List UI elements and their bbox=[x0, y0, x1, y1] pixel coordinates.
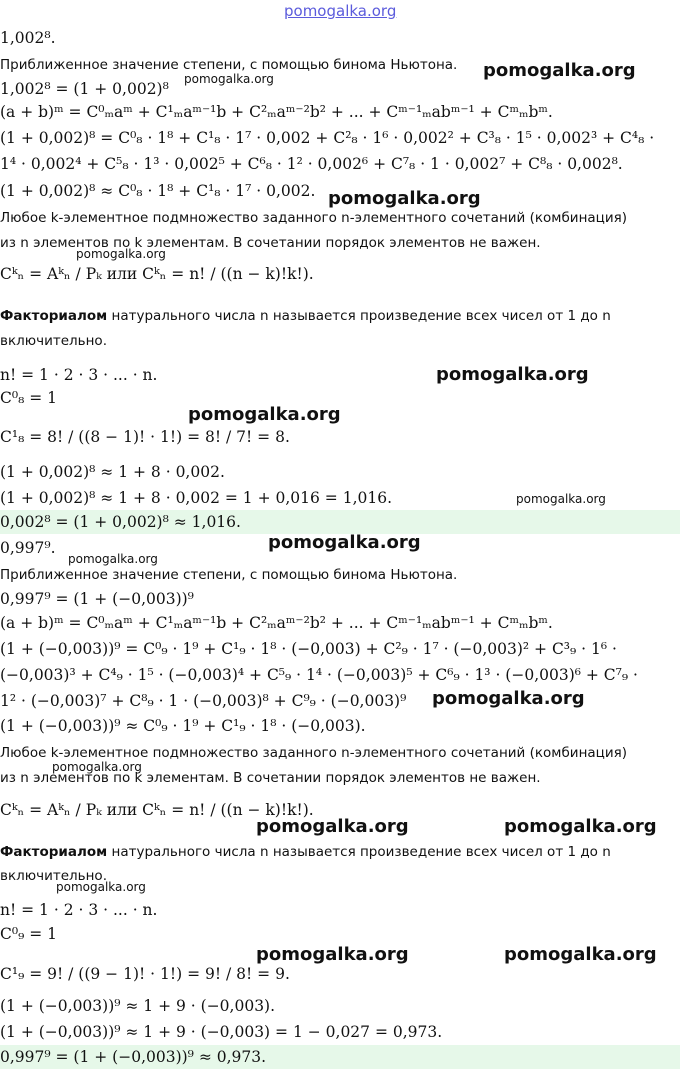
watermark: pomogalka.org bbox=[256, 816, 409, 837]
expansion2-line-3: 1² · (−0,003)⁷ + C⁸₉ · 1 · (−0,003)⁸ + C⁹₉ · (−0,003)⁹ bbox=[0, 692, 407, 710]
combination-formula: Cᵏₙ = Aᵏₙ / Pₖ или Cᵏₙ = n! / ((n − k)!k!). bbox=[0, 265, 314, 283]
watermark: pomogalka.org bbox=[504, 816, 657, 837]
binomial-formula-2: (a + b)ᵐ = C⁰ₘaᵐ + C¹ₘaᵐ⁻¹b + C²ₘaᵐ⁻²b² + ... + Cᵐ⁻¹ₘabᵐ⁻¹ + Cᵐₘbᵐ. bbox=[0, 614, 553, 632]
problem-1-line: 1,002⁸ = (1 + 0,002)⁸ bbox=[0, 80, 169, 98]
binomial-formula: (a + b)ᵐ = C⁰ₘaᵐ + C¹ₘaᵐ⁻¹b + C²ₘaᵐ⁻²b² + ... + Cᵐ⁻¹ₘabᵐ⁻¹ + Cᵐₘbᵐ. bbox=[0, 103, 553, 121]
expansion2-line-2: (−0,003)³ + C⁴₉ · 1⁵ · (−0,003)⁴ + C⁵₉ · 1⁴ · (−0,003)⁵ + C⁶₉ · 1³ · (−0,003)⁶ + C⁷₉ · bbox=[0, 666, 638, 684]
combination2-text-2: из n элементов по k элементам. В сочетании порядок элементов не важен. bbox=[0, 770, 541, 786]
problem-1-title: 1,002⁸. bbox=[0, 29, 56, 47]
combination2-text-1: Любое k-элементное подмножество заданного n-элементного сочетаний (комбинация) bbox=[0, 745, 628, 761]
approximation: (1 + 0,002)⁸ ≈ C⁰₈ · 1⁸ + C¹₈ · 1⁷ · 0,002. bbox=[0, 182, 316, 200]
approximation-2: (1 + (−0,003))⁹ ≈ C⁰₉ · 1⁹ + C¹₉ · 1⁸ · (−0,003). bbox=[0, 717, 366, 735]
factorial-text: натурального числа n называется произведение всех чисел от 1 до n bbox=[107, 308, 611, 324]
step-1: (1 + 0,002)⁸ ≈ 1 + 8 · 0,002. bbox=[0, 463, 225, 481]
factorial-formula: n! = 1 · 2 · 3 · ... · n. bbox=[0, 366, 158, 384]
watermark: pomogalka.org bbox=[52, 760, 142, 774]
c0-value-2: C⁰₉ = 1 bbox=[0, 925, 57, 943]
watermark: pomogalka.org bbox=[483, 60, 636, 81]
answer-1: 0,002⁸ = (1 + 0,002)⁸ ≈ 1,016. bbox=[0, 510, 680, 534]
watermark: pomogalka.org bbox=[56, 880, 146, 894]
problem-2-title: 0,997⁹. bbox=[0, 539, 56, 557]
combination-text-1: Любое k-элементное подмножество заданного n-элементного сочетаний (комбинация) bbox=[0, 210, 628, 226]
combination-formula-2: Cᵏₙ = Aᵏₙ / Pₖ или Cᵏₙ = n! / ((n − k)!k!). bbox=[0, 801, 314, 819]
watermark: pomogalka.org bbox=[516, 492, 606, 506]
expansion-line-2: 1⁴ · 0,002⁴ + C⁵₈ · 1³ · 0,002⁵ + C⁶₈ · 1² · 0,002⁶ + C⁷₈ · 1 · 0,002⁷ + C⁸₈ · 0,002⁸. bbox=[0, 155, 623, 173]
c1-value-2: C¹₉ = 9! / ((9 − 1)! · 1!) = 9! / 8! = 9. bbox=[0, 965, 290, 983]
step2-1: (1 + (−0,003))⁹ ≈ 1 + 9 · (−0,003). bbox=[0, 997, 276, 1015]
factorial-term: Факториалом bbox=[0, 308, 108, 324]
watermark: pomogalka.org bbox=[436, 364, 589, 385]
expansion2-line-1: (1 + (−0,003))⁹ = C⁰₉ · 1⁹ + C¹₉ · 1⁸ · (−0,003) + C²₉ · 1⁷ · (−0,003)² + C³₉ · 1⁶ · bbox=[0, 640, 617, 658]
answer-2: 0,997⁹ = (1 + (−0,003))⁹ ≈ 0,973. bbox=[0, 1045, 680, 1069]
factorial-definition-end-2: включительно. bbox=[0, 868, 107, 884]
c1-value: C¹₈ = 8! / ((8 − 1)! · 1!) = 8! / 7! = 8. bbox=[0, 428, 290, 446]
watermark: pomogalka.org bbox=[256, 944, 409, 965]
step-2: (1 + 0,002)⁸ ≈ 1 + 8 · 0,002 = 1 + 0,016 = 1,016. bbox=[0, 489, 393, 507]
problem-2-intro: Приближенное значение степени, с помощью бинома Ньютона. bbox=[0, 567, 458, 583]
combination-text-2: из n элементов по k элементам. В сочетании порядок элементов не важен. bbox=[0, 235, 541, 251]
watermark-link[interactable]: pomogalka.org bbox=[284, 2, 397, 20]
watermark: pomogalka.org bbox=[188, 404, 341, 425]
problem-2-line: 0,997⁹ = (1 + (−0,003))⁹ bbox=[0, 590, 194, 608]
factorial-text-2: натурального числа n называется произведение всех чисел от 1 до n bbox=[107, 844, 611, 860]
c0-value: C⁰₈ = 1 bbox=[0, 389, 57, 407]
watermark: pomogalka.org bbox=[76, 247, 166, 261]
watermark: pomogalka.org bbox=[68, 552, 158, 566]
watermark: pomogalka.org bbox=[504, 944, 657, 965]
watermark: pomogalka.org bbox=[268, 532, 421, 553]
step2-2: (1 + (−0,003))⁹ ≈ 1 + 9 · (−0,003) = 1 − 0,027 = 0,973. bbox=[0, 1023, 443, 1041]
factorial-definition-end: включительно. bbox=[0, 333, 107, 349]
watermark: pomogalka.org bbox=[432, 688, 585, 709]
expansion-line-1: (1 + 0,002)⁸ = C⁰₈ · 1⁸ + C¹₈ · 1⁷ · 0,002 + C²₈ · 1⁶ · 0,002² + C³₈ · 1⁵ · 0,002³ + C⁴₈ · bbox=[0, 129, 655, 147]
watermark: pomogalka.org bbox=[184, 72, 274, 86]
problem-1-intro: Приближенное значение степени, с помощью бинома Ньютона. bbox=[0, 57, 458, 73]
factorial-term-2: Факториалом bbox=[0, 844, 108, 860]
factorial-definition-2 bbox=[0, 842, 611, 862]
factorial-formula-2: n! = 1 · 2 · 3 · ... · n. bbox=[0, 901, 158, 919]
factorial-definition bbox=[0, 306, 611, 326]
watermark: pomogalka.org bbox=[328, 188, 481, 209]
